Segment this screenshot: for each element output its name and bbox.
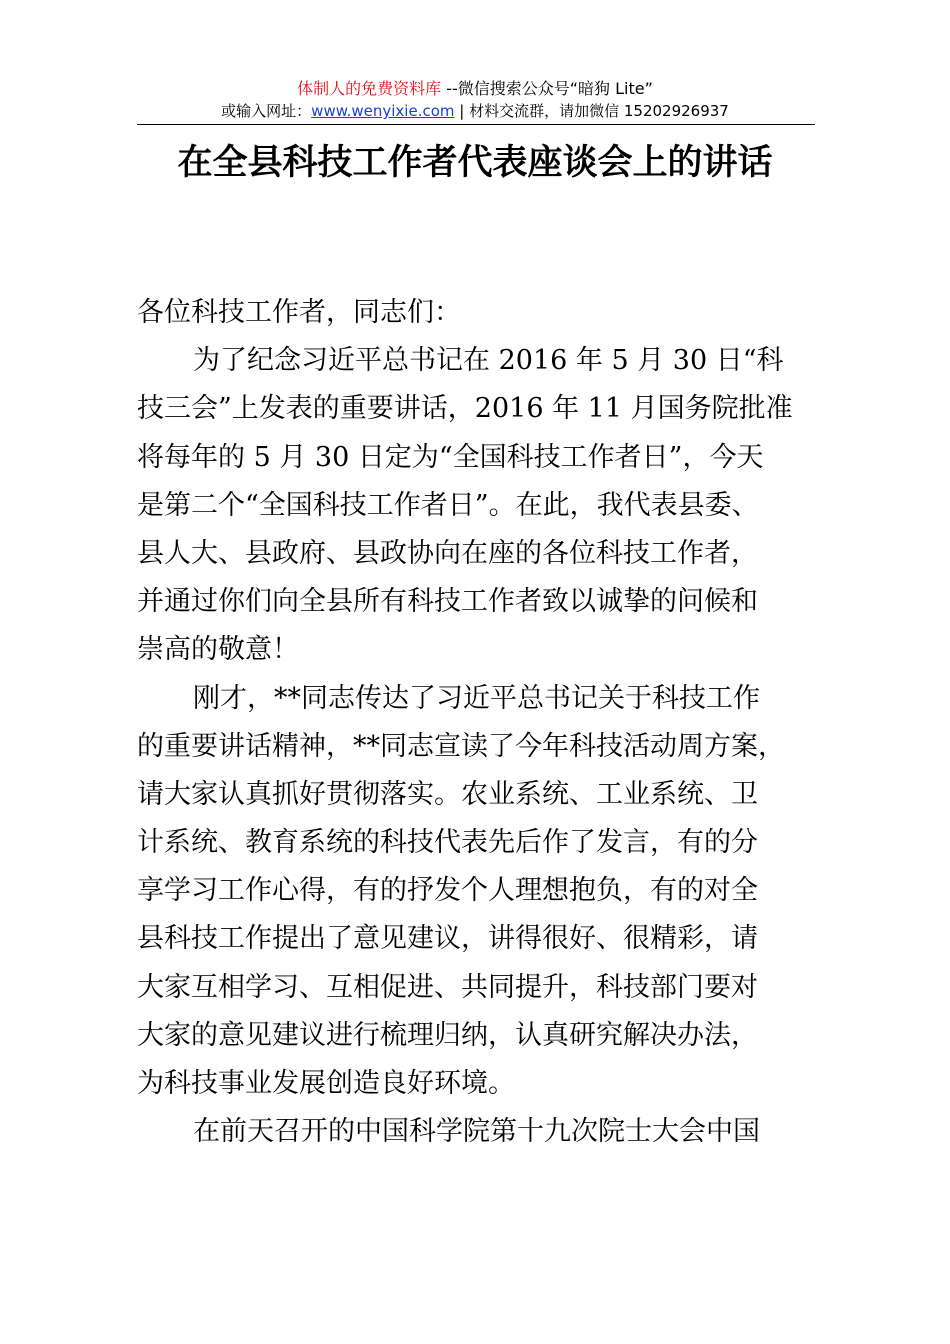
- header-url-link[interactable]: www.wenyixie.com: [311, 102, 455, 120]
- text-line: 将每年的 5 月 30 日定为“全国科技工作者日”，今天: [137, 441, 764, 473]
- text-line: 在前天召开的中国科学院第十九次院士大会中国: [193, 1116, 760, 1148]
- text-line: 为科技事业发展创造良好环境。: [137, 1068, 515, 1099]
- text-line: 县人大、县政府、县政协向在座的各位科技工作者，: [137, 537, 758, 569]
- document-body: [137, 289, 817, 1156]
- text-line: 为了纪念习近平总书记在 2016 年 5 月 30 日“科: [193, 345, 784, 377]
- header-divider: [137, 124, 815, 125]
- text-line: 大家互相学习、互相促进、共同提升，科技部门要对: [137, 971, 758, 1003]
- text-line: 刚才，**同志传达了习近平总书记关于科技工作: [193, 682, 760, 714]
- page-header: [0, 78, 950, 122]
- text-line: 是第二个“全国科技工作者日”。在此，我代表县委、: [137, 489, 759, 521]
- text-line: 请大家认真抓好贯彻落实。农业系统、工业系统、卫: [137, 778, 758, 810]
- text-line: 大家的意见建议进行梳理归纳，认真研究解决办法，: [137, 1019, 758, 1051]
- header-url-prefix: 或输入网址：: [221, 102, 312, 120]
- header-brand: 体制人的免费资料库: [297, 79, 442, 98]
- salutation: 各位科技工作者，同志们：: [137, 297, 461, 328]
- header-tagline: --微信搜索公众号“暗狗 Lite”: [441, 79, 653, 98]
- text-line: 享学习工作心得，有的抒发个人理想抱负，有的对全: [137, 875, 758, 907]
- text-line: 的重要讲话精神，**同志宣读了今年科技活动周方案，: [137, 730, 785, 762]
- text-line: 技三会”上发表的重要讲话，2016 年 11 月国务院批准: [137, 393, 793, 425]
- document-title: 在全县科技工作者代表座谈会上的讲话: [177, 142, 773, 183]
- text-line: 县科技工作提出了意见建议，讲得很好、很精彩，请: [137, 923, 758, 955]
- header-banner: [0, 78, 950, 100]
- text-line: 并通过你们向全县所有科技工作者致以诚挚的问候和: [137, 586, 758, 618]
- header-contact: [0, 100, 950, 122]
- text-line: 计系统、教育系统的科技代表先后作了发言，有的分: [137, 827, 758, 859]
- header-contact-suffix: | 材料交流群，请加微信 15202926937: [454, 102, 729, 120]
- text-line: 崇高的敬意！: [137, 634, 299, 666]
